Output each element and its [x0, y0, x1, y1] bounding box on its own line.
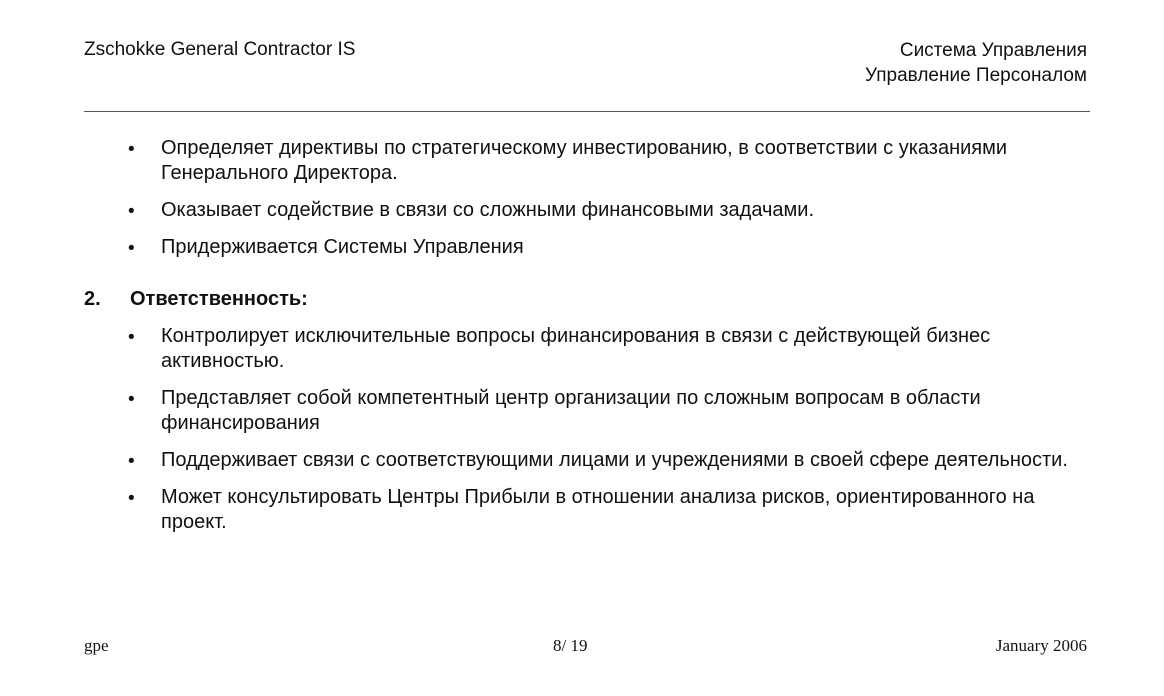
system-title: Система Управления: [899, 40, 1087, 61]
list-item-text: Контролирует исключительные вопросы финансирования в связи с действующей бизнес активностью.: [161, 325, 991, 372]
bullet-icon: •: [128, 451, 135, 472]
list-item: [84, 386, 1084, 436]
list-item-text: Поддерживает связи с соответствующими лицами и учреждениями в своей сфере деятельности.: [161, 449, 1068, 471]
list-item: [84, 198, 1084, 223]
list-item: [84, 136, 1084, 186]
list-item-text: Может консультировать Центры Прибыли в отношении анализа рисков, ориентированного на проект.: [161, 486, 1035, 533]
list-item-text: Придерживается Системы Управления: [161, 236, 524, 258]
bullet-list-top: [84, 136, 1084, 260]
list-item: [84, 485, 1084, 535]
list-item-text: Оказывает содействие в связи со сложными финансовыми задачами.: [161, 199, 815, 221]
list-item: [84, 324, 1084, 374]
section-heading: [84, 287, 1084, 312]
bullet-icon: •: [128, 488, 135, 509]
section-number: 2.: [84, 288, 101, 310]
list-item-text: Определяет директивы по стратегическому инвестированию, в соответствии с указаниями Генерального Директора.: [161, 137, 1008, 184]
header-titles: [865, 38, 1087, 88]
header-divider: [84, 111, 1090, 112]
bullet-list-section2: [84, 324, 1084, 535]
page-number: 8/ 19: [553, 636, 588, 655]
list-item: [84, 448, 1084, 473]
section-title: Управление Персоналом: [865, 65, 1087, 86]
bullet-icon: •: [128, 201, 135, 222]
bullet-icon: •: [128, 327, 135, 348]
bullet-icon: •: [128, 238, 135, 259]
footer-date: January 2006: [995, 636, 1087, 655]
list-item-text: Представляет собой компетентный центр организации по сложным вопросам в области финансирования: [161, 387, 981, 434]
footer-author: gpe: [84, 636, 109, 655]
document-body: [84, 136, 1084, 547]
bullet-icon: •: [128, 389, 135, 410]
bullet-icon: •: [128, 139, 135, 160]
list-item: [84, 235, 1084, 260]
section-title-text: Ответственность:: [130, 288, 308, 310]
company-name: Zschokke General Contractor IS: [84, 39, 356, 60]
